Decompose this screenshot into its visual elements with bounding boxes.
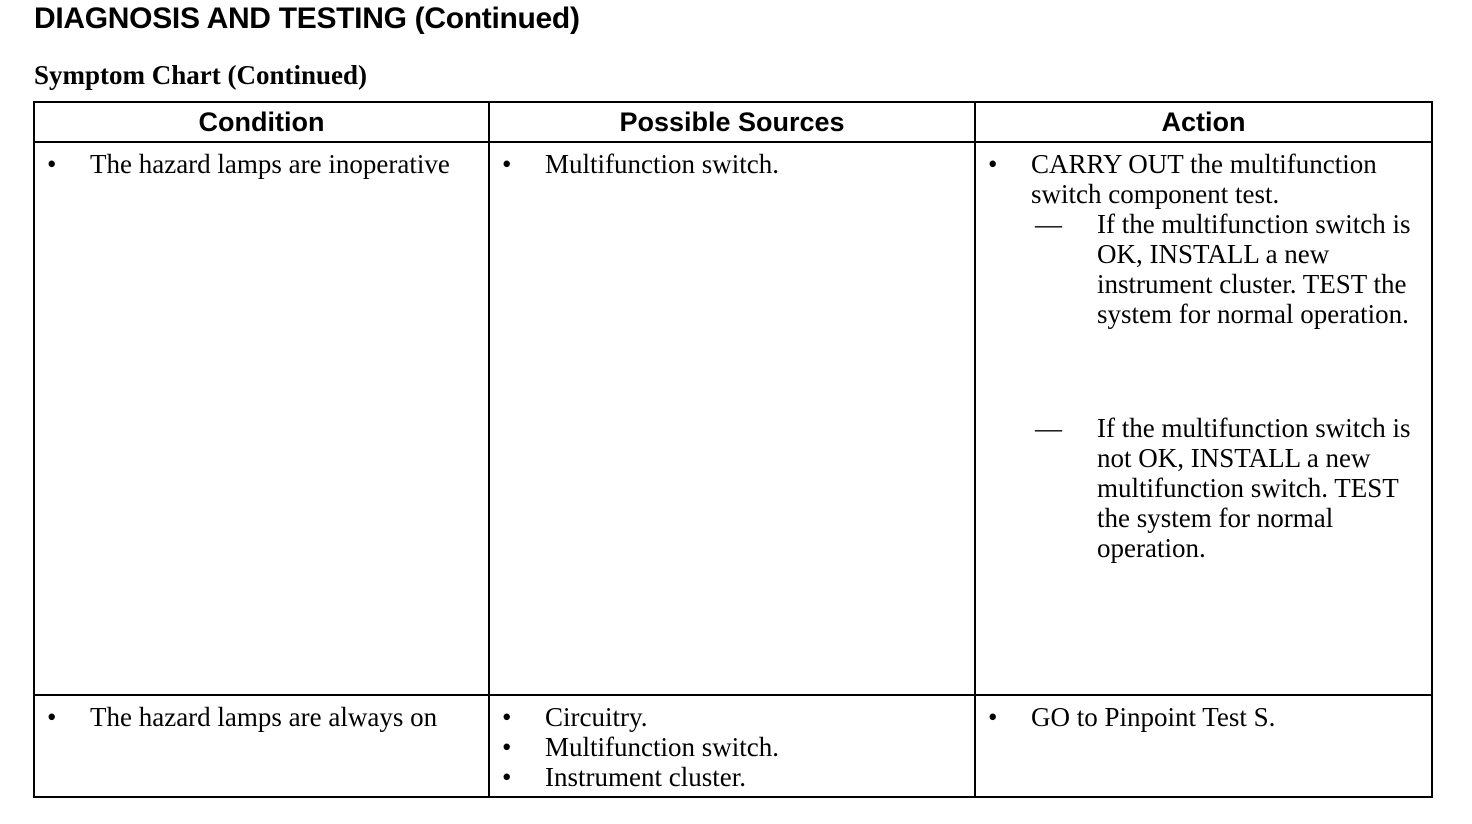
possible-sources-cell bbox=[489, 142, 975, 695]
list-item bbox=[35, 149, 478, 179]
bullet-icon: • bbox=[502, 702, 512, 732]
condition-text: The hazard lamps are inoperative bbox=[90, 149, 450, 179]
table-row bbox=[34, 142, 1432, 695]
sub-action-text: If the multifunction switch is OK, INSTALL a new instrument cluster. TEST the system for normal operation. bbox=[1097, 209, 1411, 329]
column-header-possible-sources: Possible Sources bbox=[489, 102, 975, 142]
source-text: Multifunction switch. bbox=[545, 732, 779, 762]
dash-icon: — bbox=[1035, 209, 1062, 239]
condition-cell bbox=[34, 142, 489, 695]
table-header-row bbox=[34, 102, 1432, 142]
condition-cell bbox=[34, 695, 489, 797]
table-row bbox=[34, 695, 1432, 797]
sub-action-text: If the multifunction switch is not OK, INSTALL a new multifunction switch. TEST the system for normal operation. bbox=[1097, 413, 1411, 563]
condition-text: The hazard lamps are always on bbox=[90, 702, 438, 732]
source-text: Circuitry. bbox=[545, 702, 648, 732]
bullet-icon: • bbox=[502, 732, 512, 762]
column-header-condition: Condition bbox=[34, 102, 489, 142]
bullet-icon: • bbox=[502, 762, 512, 792]
bullet-icon: • bbox=[502, 149, 512, 179]
source-text: Instrument cluster. bbox=[545, 762, 746, 792]
symptom-chart-table bbox=[33, 101, 1433, 798]
dash-icon: — bbox=[1035, 413, 1062, 443]
bullet-icon: • bbox=[988, 702, 998, 732]
bullet-icon: • bbox=[47, 149, 57, 179]
sub-action-item bbox=[1031, 209, 1421, 329]
list-item bbox=[490, 732, 964, 762]
list-item bbox=[490, 702, 964, 732]
action-text: GO to Pinpoint Test S. bbox=[1031, 702, 1276, 732]
list-item bbox=[490, 762, 964, 792]
section-heading: Symptom Chart (Continued) bbox=[34, 60, 368, 90]
action-cell bbox=[975, 695, 1432, 797]
sub-action-item bbox=[1031, 413, 1421, 563]
list-item bbox=[976, 702, 1421, 732]
list-item bbox=[35, 702, 478, 732]
bullet-icon: • bbox=[988, 149, 998, 179]
bullet-icon: • bbox=[47, 702, 57, 732]
list-item bbox=[490, 149, 964, 179]
column-header-action: Action bbox=[975, 102, 1432, 142]
source-text: Multifunction switch. bbox=[545, 149, 779, 179]
list-item bbox=[976, 149, 1421, 563]
action-cell bbox=[975, 142, 1432, 695]
page-heading: DIAGNOSIS AND TESTING (Continued) bbox=[34, 2, 580, 35]
possible-sources-cell bbox=[489, 695, 975, 797]
sub-action-list bbox=[1031, 209, 1421, 563]
action-text: CARRY OUT the multifunction switch component test. bbox=[1031, 149, 1377, 209]
